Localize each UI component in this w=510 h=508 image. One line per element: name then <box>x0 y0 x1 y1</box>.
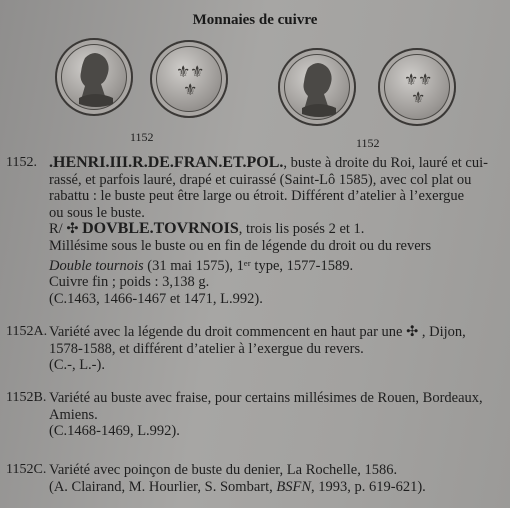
obverse-legend: .HENRI.III.R.DE.FRAN.ET.POL. <box>49 154 284 171</box>
catalogue-entry <box>6 324 506 374</box>
entry-line: Variété avec la légende du droit commencent en haut par une ✣ , Dijon, <box>49 324 466 340</box>
entry-line: (C.1463, 1466-1467 et 1471, L.992). <box>49 290 263 307</box>
reverse-legend: DOVBLE.TOVRNOIS <box>82 220 239 238</box>
bust-icon <box>55 38 133 116</box>
journal-abbrev: BSFN <box>276 478 312 495</box>
entry-line: Variété au buste avec fraise, pour certains millésimes de Rouen, Bordeaux, <box>49 390 483 406</box>
entry-line: Amiens. <box>49 406 98 423</box>
svg-text:⚜: ⚜ <box>411 90 426 107</box>
fleur-de-lis-icon <box>150 40 228 118</box>
coin-obverse-portrait-2 <box>278 48 356 126</box>
reverse-prefix: R/ ✣ <box>49 221 83 238</box>
section-heading: Monnaies de cuivre <box>192 12 318 28</box>
entry-line: 1578-1588, et différent d’atelier à l’exergue du revers. <box>49 340 364 357</box>
svg-text:⚜: ⚜ <box>176 64 191 81</box>
entry-line: (A. Clairand, M. Hourlier, S. Sombart, <box>49 478 277 495</box>
entry-line: (C.1468-1469, L.992). <box>49 423 180 440</box>
coin-reverse-lis-2 <box>378 48 456 126</box>
entry-line: ou sous le buste. <box>49 204 145 221</box>
entry-line: rabattu : le buste peut être large ou étroit. Différent d’atelier à l’exergue <box>49 188 465 205</box>
entry-line: Variété avec poinçon de buste du denier, La Rochelle, 1586. <box>49 462 398 478</box>
svg-text:⚜: ⚜ <box>418 72 433 89</box>
entry-line: , 1993, p. 619-621). <box>311 478 426 495</box>
catalogue-entry <box>6 462 506 495</box>
entry-line: Millésime sous le buste ou en fin de légende du droit ou du revers <box>49 237 432 254</box>
entry-line: (C.-, L.-). <box>49 357 105 374</box>
coin-type-name: Double tournois <box>49 257 144 274</box>
entry-line: , trois lis posés 2 et 1. <box>238 221 365 238</box>
entry-line: rassé, et parfois lauré, drapé et cuirassé (Saint-Lô 1585), avec col plat ou <box>49 171 472 188</box>
figure-label: 1152 <box>130 130 154 144</box>
coin-reverse-lis-1 <box>150 40 228 118</box>
figure-label: 1152 <box>356 136 380 150</box>
entry-number: 1152. <box>6 155 37 170</box>
svg-text:⚜: ⚜ <box>183 82 198 99</box>
entry-line: Cuivre fin ; poids : 3,138 g. <box>49 274 210 291</box>
svg-text:⚜: ⚜ <box>190 64 205 81</box>
catalogue-entry <box>6 390 506 440</box>
entry-number: 1152B. <box>6 390 47 405</box>
entry-number: 1152A. <box>6 324 48 339</box>
bust-icon <box>278 48 356 126</box>
fleur-de-lis-icon <box>378 48 456 126</box>
svg-text:⚜: ⚜ <box>404 72 419 89</box>
entry-line: (31 mai 1575), 1ᵉʳ type, 1577-1589. <box>143 257 354 274</box>
coin-obverse-portrait-1 <box>55 38 133 116</box>
catalogue-entry <box>6 155 506 307</box>
entry-number: 1152C. <box>6 462 47 477</box>
entry-line: , buste à droite du Roi, lauré et cui- <box>283 155 488 171</box>
